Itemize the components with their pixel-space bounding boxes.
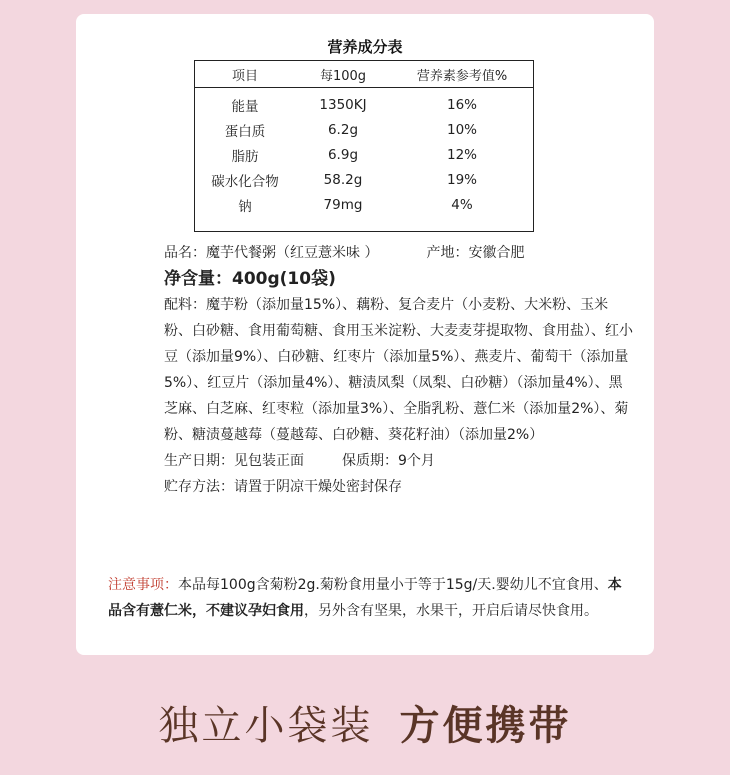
row-nrv: 19%	[446, 171, 477, 188]
row-amount: 6.2g	[327, 121, 359, 138]
row-amount: 6.9g	[327, 146, 359, 163]
table-row	[195, 192, 533, 217]
table-row	[195, 142, 533, 167]
row-nrv: 12%	[446, 146, 477, 163]
header-per100g: 每100g	[319, 68, 367, 84]
row-nrv: 16%	[446, 96, 477, 113]
row-amount: 79mg	[323, 196, 363, 213]
product-name: 品名：魔芋代餐粥（红豆薏米味 ）	[164, 245, 379, 261]
info-card	[76, 14, 654, 655]
ingredients: 配料：魔芋粉（添加量15%）、藕粉、复合麦片（小麦粉、大米粉、玉米粉、白砂糖、食用葡萄糖、食用玉米淀粉、大麦麦芽提取物、食用盐）、红小豆（添加量9%）、白砂糖、红枣片（添加量5%）、燕麦片、葡萄干（添加量5%）、红豆片（添加量4%）、糖渍凤梨（凤梨、白砂糖）（添加量4%）、黑芝麻、白芝麻、红枣粒（添加量3%）、全脂乳粉、薏仁米（添加量2%）、菊粉、糖渍蔓越莓（蔓越莓、白砂糖、葵花籽油）（添加量2%）	[164, 297, 633, 443]
row-amount: 1350KJ	[319, 96, 367, 113]
row-nrv: 10%	[446, 121, 477, 138]
notes-text-1: 本品每100g含菊粉2g.菊粉食用量小于等于15g/天.婴幼儿不宜食用、	[178, 577, 608, 593]
row-item: 碳水化合物	[211, 173, 279, 190]
row-item: 蛋白质	[224, 123, 266, 140]
table-row	[195, 167, 533, 192]
slogan	[0, 694, 730, 751]
slogan-part-2: 方便携带	[399, 703, 572, 749]
notes	[108, 572, 628, 624]
product-origin: 产地：安徽合肥	[426, 245, 525, 261]
header-item: 项目	[231, 68, 258, 84]
shelf-life: 保质期：9个月	[342, 453, 435, 469]
row-item: 钠	[238, 198, 252, 215]
nutrition-title: 营养成分表	[327, 38, 403, 56]
row-amount: 58.2g	[323, 171, 363, 188]
nutrition-header-row	[195, 61, 533, 88]
table-row	[195, 117, 533, 142]
row-item: 能量	[231, 98, 259, 115]
table-row	[195, 92, 533, 117]
production-date: 生产日期：见包装正面	[164, 453, 304, 469]
notes-label: 注意事项：	[108, 577, 178, 593]
net-weight: 净含量：400g(10袋)	[164, 269, 336, 289]
slogan-part-1: 独立小袋装	[158, 703, 374, 749]
nutrition-table	[194, 60, 534, 232]
product-info	[164, 240, 634, 500]
storage-method: 贮存方法：请置于阴凉干燥处密封保存	[164, 479, 402, 495]
notes-text-2: ，另外含有坚果，水果干，开启后请尽快食用。	[304, 603, 598, 619]
notes-warning: 本品含有薏仁米，不建议孕妇食用	[108, 577, 622, 619]
header-nrv: 营养素参考值%	[416, 68, 508, 84]
row-nrv: 4%	[451, 196, 473, 213]
row-item: 脂肪	[231, 148, 259, 165]
